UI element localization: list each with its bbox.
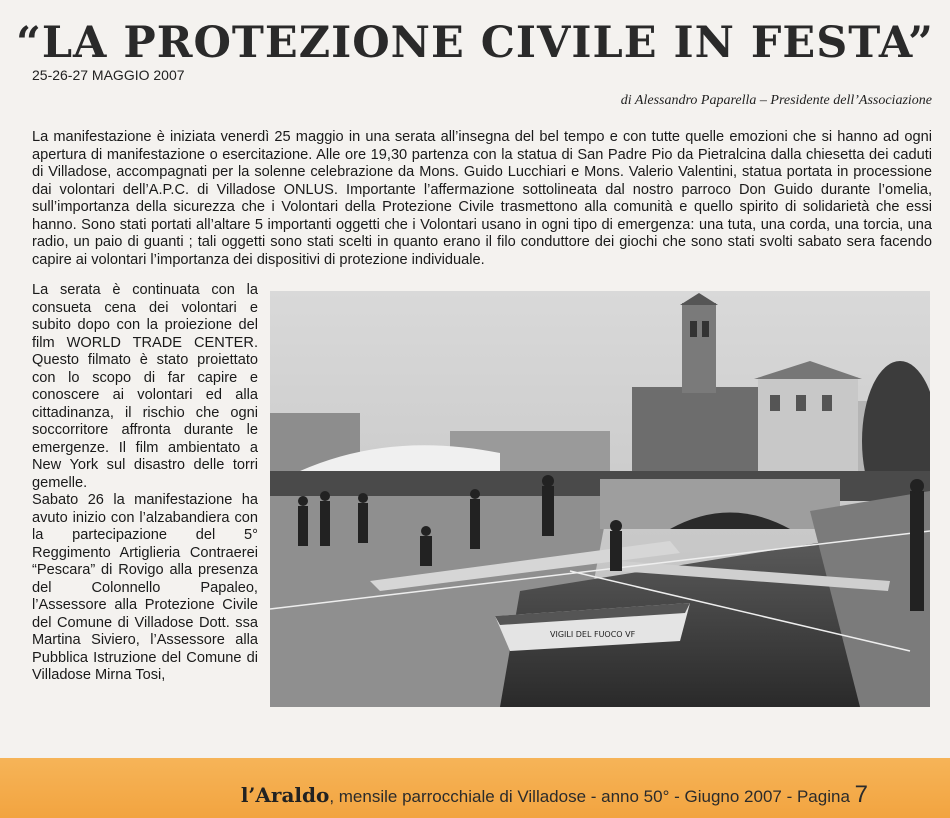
- page-number: 7: [854, 781, 868, 808]
- article-column: [32, 282, 258, 685]
- column-paragraph-2: Sabato 26 la manifestazione ha avuto inizio con l’alzabandiera con la partecipazione del 5° Reggimento Artiglieria Contraerei “Pescara” di Rovigo alla presenza del Colonnello Papaleo, l’Assessore alla Protezione Civile del Comune di Villadose Dott. ssa Martina Siviero, l’Assessore alla Pubblica Istruzione del Comune di Villadose Mirna Tosi,: [32, 492, 258, 683]
- event-dates: 25-26-27 MAGGIO 2007: [32, 67, 185, 83]
- magazine-logo: l’Araldo: [240, 783, 330, 807]
- author-byline: di Alessandro Paparella – Presidente dell’Associazione: [620, 93, 932, 108]
- footer-text: [241, 781, 868, 809]
- page-footer: [0, 758, 950, 818]
- footer-caption: , mensile parrocchiale di Villadose - anno 50° - Giugno 2007 - Pagina: [329, 787, 855, 806]
- event-photo: [270, 291, 930, 707]
- house-right: [758, 377, 858, 477]
- boat-label: VIGILI DEL FUOCO VF: [550, 630, 636, 639]
- article-intro: [32, 129, 932, 269]
- column-paragraph-1: La serata è continuata con la consueta cena dei volontari e subito dopo con la proiezione del film WORLD TRADE CENTER. Questo filmato è stato proiettato con lo scopo di far capire e conoscere ai volontari ed alla cittadinanza, il rischio che ogni soccorritore affronta durante le emergenze. Il film ambientato a New York sul disastro delle torri gemelle.: [32, 282, 258, 491]
- bell-tower: [682, 303, 716, 393]
- article-title: “LA PROTEZIONE CIVILE IN FESTA”: [16, 18, 934, 68]
- photo-illustration: [270, 291, 930, 707]
- intro-paragraph: La manifestazione è iniziata venerdì 25 maggio in una serata all’insegna del bel tempo e con tutte quelle emozioni che si hanno ad ogni apertura di manifestazione o esercitazione. Alle ore 19,30 partenza con la statua di San Padre Pio da Pietralcina dalla chiesetta dei caduti di Villadose, accompagnati per la solenne celebrazione da Mons. Guido Lucchiari e Mons. Valerio Valentini, statua portata in processione dai volontari dell’A.P.C. di Villadose ONLUS. Importante l’affermazione sottolineata dal nostro parroco Don Guido durante l’omelia, sull’importanza della sicurezza che i Volontari della Protezione Civile trasmettono alla comunità e quello spirito di solidarietà che essi hanno. Sono stati portati all’altare 5 importanti oggetti che i Volontari usano in ogni tipo di emergenza: una tuta, una corda, una torcia, una radio, un paio di guanti ; tali oggetti sono stati scelti in quanto erano il filo conduttore dei giochi che sono stati svolti sabato sera facendo capire ai volontari l’importanza dei dispositivi di protezione individuale.: [32, 129, 932, 268]
- church: [632, 387, 762, 479]
